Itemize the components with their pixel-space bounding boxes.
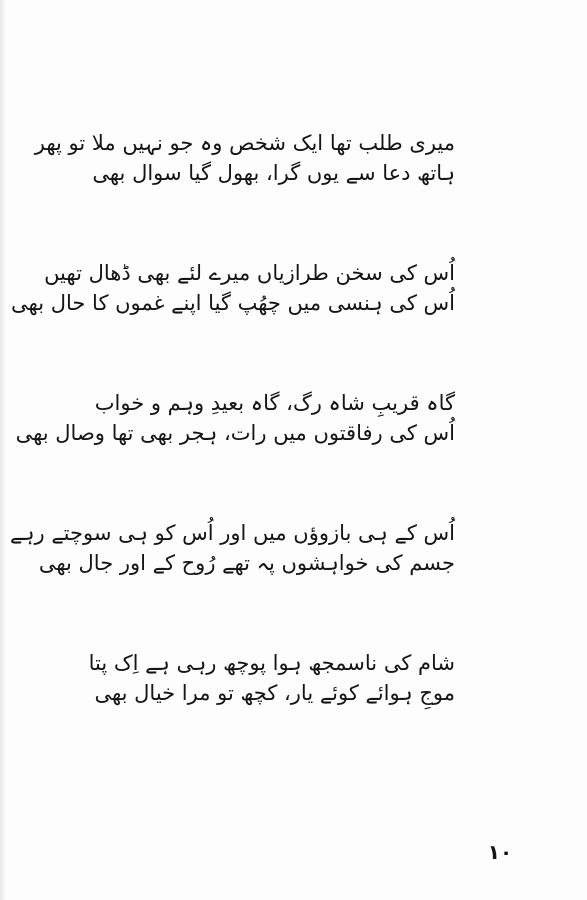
stanza-5 [88, 648, 455, 708]
ghazal-poem [9, 128, 455, 778]
verse-line: اُس کے ہی بازوؤں میں اور اُس کو ہی سوچتے رہے [9, 521, 455, 545]
stanza-3 [15, 388, 455, 448]
stanza-4 [9, 518, 455, 578]
stanza-1 [34, 128, 455, 188]
verse-line: میری طلب تھا ایک شخص وہ جو نہیں ملا تو پھر [34, 131, 455, 155]
verse-line: ہاتھ دعا سے یوں گرا، بھول گیا سوال بھی [92, 161, 455, 185]
verse-line: جسم کی خواہشوں پہ تھے رُوح کے اور جال بھی [38, 551, 455, 575]
stanza-2 [11, 258, 455, 318]
verse-line: اُس کی سخن طرازیاں میرے لئے بھی ڈھال تھیں [44, 261, 455, 285]
page-edge-shadow [0, 0, 6, 900]
verse-line: اُس کی ہنسی میں چھُپ گیا اپنے غموں کا حال بھی [11, 291, 455, 315]
page-number: ۱۰ [487, 840, 513, 864]
verse-line: گاہ قریبِ شاہ رگ، گاہ بعیدِ وہم و خواب [94, 391, 455, 415]
verse-line: موجِ ہوائے کوئے یار، کچھ تو مرا خیال بھی [94, 681, 455, 705]
verse-line: اُس کی رفاقتوں میں رات، ہجر بھی تھا وصال بھی [15, 421, 455, 445]
verse-line: شام کی ناسمجھ ہوا پوچھ رہی ہے اِک پتا [88, 651, 455, 675]
